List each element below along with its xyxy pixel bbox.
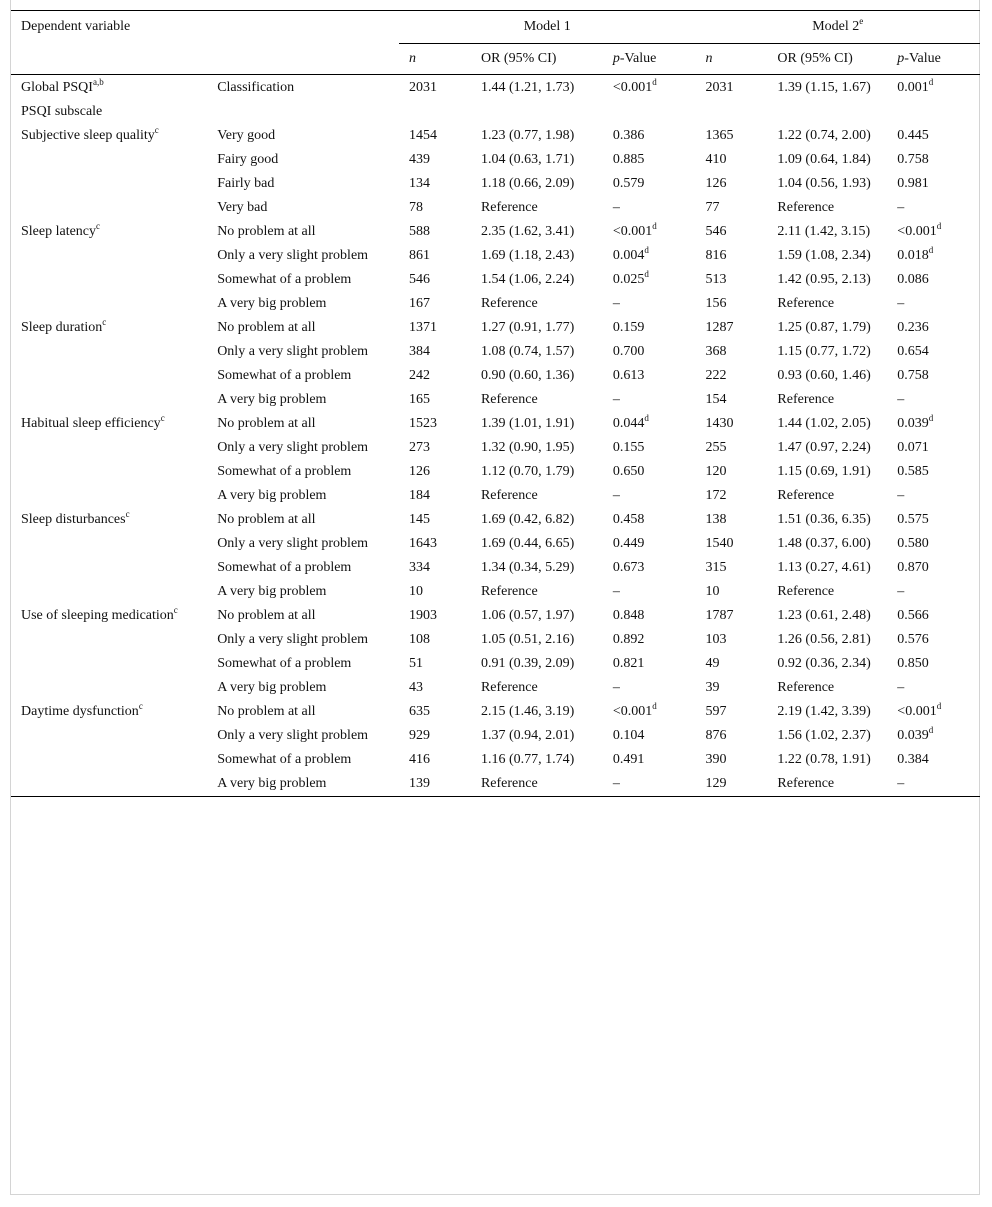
m1-n: 546	[409, 272, 431, 287]
m1-n: 588	[409, 224, 431, 239]
m1-p: 0.449	[612, 536, 645, 551]
m1-or: 1.05 (0.51, 2.16)	[480, 632, 575, 647]
m2-or: 1.22 (0.78, 1.91)	[777, 752, 871, 767]
row-category: Only a very slight problem	[217, 728, 369, 743]
m2-or: 1.47 (0.97, 2.24)	[777, 440, 871, 455]
row-label	[11, 268, 207, 292]
m2-p: <0.001$^d$	[897, 701, 942, 719]
header-m2-or: OR (95% CI)	[767, 44, 887, 75]
m2-p: 0.850	[897, 656, 929, 671]
header-dependent-variable: Dependent variable	[11, 11, 207, 44]
m1-or: 1.23 (0.77, 1.98)	[480, 128, 575, 143]
table-row	[11, 556, 980, 580]
table-row	[11, 196, 980, 220]
m1-or: 1.16 (0.77, 1.74)	[480, 752, 575, 767]
m2-or: Reference	[777, 488, 835, 503]
row-label	[11, 580, 207, 604]
m2-or: 2.19 (1.42, 3.39)	[777, 704, 871, 719]
m1-p: –	[612, 392, 620, 407]
row-label	[11, 388, 207, 412]
m1-or: Reference	[471, 772, 603, 797]
header-m2-n: n	[695, 44, 767, 75]
m2-or: 1.04 (0.56, 1.93)	[777, 176, 871, 191]
m1-n: 43	[409, 680, 424, 695]
table-row	[11, 388, 980, 412]
header-blank-3	[207, 44, 399, 75]
header-blank	[207, 11, 399, 44]
m2-or: 1.15 (0.77, 1.72)	[777, 344, 871, 359]
table-row	[11, 676, 980, 700]
m2-or: 1.23 (0.61, 2.48)	[777, 608, 871, 623]
row-label	[11, 724, 207, 748]
table-row	[11, 292, 980, 316]
table-row	[11, 148, 980, 172]
m1-or: 1.08 (0.74, 1.57)	[480, 344, 575, 359]
m2-p: 0.758	[897, 152, 929, 167]
table-row-global-psqi	[11, 75, 980, 101]
row-category: Only a very slight problem	[217, 536, 369, 551]
m2-or: 0.93 (0.60, 1.46)	[777, 368, 871, 383]
row-label	[11, 436, 207, 460]
m1-or: 1.39 (1.01, 1.91)	[480, 416, 575, 431]
m2-or: Reference	[767, 772, 887, 797]
row-category: Very bad	[217, 200, 268, 215]
table-row	[11, 172, 980, 196]
m2-p: –	[897, 296, 905, 311]
m1-n: 273	[409, 440, 431, 455]
m1-p: –	[612, 488, 620, 503]
m1-or: 0.90 (0.60, 1.36)	[480, 368, 575, 383]
header-blank-2	[11, 44, 207, 75]
m2-p: –	[897, 488, 905, 503]
row-category: Somewhat of a problem	[217, 560, 352, 575]
m2-n: 222	[705, 368, 727, 383]
table-row	[11, 340, 980, 364]
table-row	[11, 748, 980, 772]
m2-n: 876	[705, 728, 727, 743]
table-row	[11, 316, 980, 340]
table-row	[11, 700, 980, 724]
row-label	[11, 556, 207, 580]
row-category: No problem at all	[217, 416, 316, 431]
row-category: Fairy good	[217, 152, 279, 167]
row-category: No problem at all	[217, 512, 316, 527]
m2-n: 1540	[705, 536, 734, 551]
m2-or: 1.48 (0.37, 6.00)	[777, 536, 871, 551]
m1-n: 1643	[409, 536, 438, 551]
m1-or: Reference	[480, 296, 538, 311]
m2-p: 0.654	[897, 344, 929, 359]
m1-p: –	[612, 584, 620, 599]
m1-or: 2.15 (1.46, 3.19)	[480, 704, 575, 719]
m1-n: 51	[409, 656, 424, 671]
m1-p: 0.491	[612, 752, 645, 767]
m1-n: 635	[409, 704, 431, 719]
m2-p: –	[897, 392, 905, 407]
m2-n: 546	[705, 224, 727, 239]
m2-p: 0.566	[897, 608, 929, 623]
m2-n: 172	[705, 488, 727, 503]
row-category: No problem at all	[217, 320, 316, 335]
m1-n: 167	[409, 296, 431, 311]
m1-p: 0.004$^d$	[612, 245, 649, 263]
row-category: Only a very slight problem	[217, 248, 369, 263]
m2-p: 0.039$^d$	[897, 413, 934, 431]
table-row	[11, 268, 980, 292]
m2-p: 0.870	[897, 560, 929, 575]
m2-n: 103	[705, 632, 727, 647]
m1-n: 134	[409, 176, 431, 191]
row-category: Somewhat of a problem	[217, 464, 352, 479]
table-row	[11, 220, 980, 244]
row-label	[11, 340, 207, 364]
row-label	[11, 748, 207, 772]
m2-p: 0.236	[897, 320, 929, 335]
m1-or: 1.69 (1.18, 2.43)	[480, 248, 575, 263]
m2-p: 0.039$^d$	[897, 725, 934, 743]
m1-p: 0.700	[612, 344, 645, 359]
m1-n: 145	[409, 512, 431, 527]
row-category: A very big problem	[217, 488, 327, 503]
m2-n: 1787	[705, 608, 734, 623]
m2-n: 315	[705, 560, 727, 575]
m1-n: 10	[409, 584, 424, 599]
row-label	[11, 676, 207, 700]
row-label: Sleep duration$^c$	[21, 317, 107, 335]
m1-or: 1.34 (0.34, 5.29)	[480, 560, 575, 575]
m2-p: –	[897, 200, 905, 215]
m1-p: 0.892	[612, 632, 645, 647]
row-label: Daytime dysfunction$^c$	[21, 701, 143, 719]
m1-n: 416	[409, 752, 431, 767]
m2-or: 1.42 (0.95, 2.13)	[777, 272, 871, 287]
m1-p: 0.159	[612, 320, 645, 335]
m1-or: 1.06 (0.57, 1.97)	[480, 608, 575, 623]
table-row	[11, 724, 980, 748]
m1-p: 0.155	[612, 440, 645, 455]
results-table	[11, 10, 980, 797]
m1-p: <0.001$^d$	[612, 77, 657, 95]
row-category: Somewhat of a problem	[217, 368, 352, 383]
row-label	[11, 460, 207, 484]
m1-n: 78	[409, 200, 424, 215]
m1-n: 384	[409, 344, 431, 359]
header-model-1: Model 1	[399, 11, 695, 44]
m1-or: 1.18 (0.66, 2.09)	[480, 176, 575, 191]
row-label: Sleep latency$^c$	[21, 221, 101, 239]
m2-or: 0.92 (0.36, 2.34)	[777, 656, 871, 671]
m1-n: 2031	[409, 80, 438, 95]
m1-or: Reference	[480, 584, 538, 599]
m2-or: 1.51 (0.36, 6.35)	[777, 512, 871, 527]
m1-n: 1454	[409, 128, 438, 143]
m2-n: 597	[705, 704, 727, 719]
m2-n: 156	[705, 296, 727, 311]
header-model-2: Model 2e	[695, 11, 980, 44]
m1-p: 0.885	[612, 152, 645, 167]
m1-or: 1.32 (0.90, 1.95)	[480, 440, 575, 455]
row-category: A very big problem	[217, 584, 327, 599]
m1-p: 0.579	[612, 176, 645, 191]
m2-n: 513	[705, 272, 727, 287]
m1-p: 0.613	[612, 368, 645, 383]
m2-p: 0.384	[897, 752, 929, 767]
m1-p: –	[612, 200, 620, 215]
m2-or: 1.15 (0.69, 1.91)	[777, 464, 871, 479]
row-label	[11, 652, 207, 676]
row-category: Classification	[217, 80, 295, 95]
row-category: A very big problem	[207, 772, 399, 797]
row-category: A very big problem	[217, 296, 327, 311]
m2-or: Reference	[777, 584, 835, 599]
row-category: No problem at all	[217, 608, 316, 623]
table-row	[11, 436, 980, 460]
m2-p: –	[897, 584, 905, 599]
row-category: Somewhat of a problem	[217, 272, 352, 287]
m2-n: 1430	[705, 416, 734, 431]
m2-or: 1.56 (1.02, 2.37)	[777, 728, 871, 743]
m1-or: 0.91 (0.39, 2.09)	[480, 656, 575, 671]
row-label	[11, 772, 207, 797]
m2-n: 368	[705, 344, 727, 359]
m2-or: 1.26 (0.56, 2.81)	[777, 632, 871, 647]
m2-p: 0.585	[897, 464, 929, 479]
m1-n: 165	[409, 392, 431, 407]
m2-p: 0.445	[897, 128, 929, 143]
row-label: Sleep disturbances$^c$	[21, 509, 130, 527]
m2-or: 1.39 (1.15, 1.67)	[777, 80, 871, 95]
header-m2-p: p-Value	[887, 44, 980, 75]
row-label	[11, 244, 207, 268]
m2-n: 10	[705, 584, 720, 599]
table-row	[11, 124, 980, 148]
m1-p: 0.821	[612, 656, 645, 671]
m2-p: 0.086	[897, 272, 929, 287]
m1-or: 1.69 (0.44, 6.65)	[480, 536, 575, 551]
m1-n: 108	[409, 632, 431, 647]
m2-n: 39	[705, 680, 720, 695]
m1-p: –	[603, 772, 696, 797]
m1-n: 1371	[409, 320, 438, 335]
m1-or: 1.44 (1.21, 1.73)	[480, 80, 575, 95]
m1-or: 1.37 (0.94, 2.01)	[480, 728, 575, 743]
m2-p: <0.001$^d$	[897, 221, 942, 239]
m2-n: 120	[705, 464, 727, 479]
table-row	[11, 652, 980, 676]
m1-or: Reference	[480, 488, 538, 503]
m1-or: 1.69 (0.42, 6.82)	[480, 512, 575, 527]
m2-n: 154	[705, 392, 727, 407]
m2-p: 0.576	[897, 632, 929, 647]
m1-p: –	[612, 680, 620, 695]
m1-or: Reference	[480, 392, 538, 407]
m2-n: 816	[705, 248, 727, 263]
m1-n: 242	[409, 368, 431, 383]
m2-or: Reference	[777, 680, 835, 695]
table-row	[11, 772, 980, 797]
m2-n: 77	[705, 200, 720, 215]
m1-n: 861	[409, 248, 431, 263]
m1-or: Reference	[480, 680, 538, 695]
table-row	[11, 604, 980, 628]
header-m1-or: OR (95% CI)	[471, 44, 603, 75]
table-row	[11, 508, 980, 532]
row-category: No problem at all	[217, 704, 316, 719]
table-row-subscale-heading	[11, 100, 980, 124]
row-label	[11, 484, 207, 508]
m1-or: Reference	[480, 200, 538, 215]
m1-or: 1.12 (0.70, 1.79)	[480, 464, 575, 479]
m2-n: 255	[705, 440, 727, 455]
row-category: Only a very slight problem	[217, 344, 369, 359]
m1-or: 2.35 (1.62, 3.41)	[480, 224, 575, 239]
table-row	[11, 628, 980, 652]
m2-or: 2.11 (1.42, 3.15)	[777, 224, 871, 239]
m2-or: 1.09 (0.64, 1.84)	[777, 152, 871, 167]
m2-n: 390	[705, 752, 727, 767]
m2-p: –	[897, 680, 905, 695]
m2-or: 1.25 (0.87, 1.79)	[777, 320, 871, 335]
m2-p: 0.981	[897, 176, 929, 191]
m2-p: 0.575	[897, 512, 929, 527]
m2-or: Reference	[777, 392, 835, 407]
row-category: Fairly bad	[217, 176, 275, 191]
subscale-heading: PSQI subscale	[21, 104, 103, 119]
m2-n: 129	[695, 772, 767, 797]
row-label: Subjective sleep quality$^c$	[21, 125, 159, 143]
table-row	[11, 580, 980, 604]
m2-p: 0.758	[897, 368, 929, 383]
row-category: A very big problem	[217, 392, 327, 407]
m1-n: 1523	[409, 416, 438, 431]
m2-p: 0.001$^d$	[897, 77, 934, 95]
m1-p: 0.104	[612, 728, 645, 743]
table-row	[11, 364, 980, 388]
row-label	[11, 292, 207, 316]
m1-or: 1.27 (0.91, 1.77)	[480, 320, 575, 335]
m1-n: 929	[409, 728, 431, 743]
m2-p: 0.580	[897, 536, 929, 551]
m2-p: 0.018$^d$	[897, 245, 934, 263]
m2-or: 1.44 (1.02, 2.05)	[777, 416, 871, 431]
m1-n: 126	[409, 464, 431, 479]
m2-or: Reference	[777, 296, 835, 311]
m1-n: 334	[409, 560, 431, 575]
m1-p: 0.650	[612, 464, 645, 479]
table-row	[11, 244, 980, 268]
row-category: A very big problem	[217, 680, 327, 695]
m2-or: Reference	[777, 200, 835, 215]
m1-p: 0.044$^d$	[612, 413, 649, 431]
m1-p: 0.848	[612, 608, 645, 623]
header-m1-n: n	[399, 44, 471, 75]
row-category: Very good	[217, 128, 276, 143]
row-category: Only a very slight problem	[217, 440, 369, 455]
m1-n: 139	[399, 772, 471, 797]
header-m1-p: p-Value	[603, 44, 696, 75]
row-label	[11, 148, 207, 172]
row-label: Habitual sleep efficiency$^c$	[21, 413, 165, 431]
m1-p: 0.673	[612, 560, 645, 575]
row-category: Somewhat of a problem	[217, 752, 352, 767]
row-category: Only a very slight problem	[217, 632, 369, 647]
row-category: Somewhat of a problem	[217, 656, 352, 671]
m2-n: 138	[705, 512, 727, 527]
m1-n: 1903	[409, 608, 438, 623]
table-row	[11, 484, 980, 508]
row-category: No problem at all	[217, 224, 316, 239]
m2-n: 49	[705, 656, 720, 671]
row-label	[11, 628, 207, 652]
m1-p: 0.458	[612, 512, 645, 527]
m1-or: 1.54 (1.06, 2.24)	[480, 272, 575, 287]
m1-n: 184	[409, 488, 431, 503]
table-row	[11, 532, 980, 556]
m2-n: 410	[705, 152, 727, 167]
m1-or: 1.04 (0.63, 1.71)	[480, 152, 575, 167]
row-label	[11, 172, 207, 196]
m2-or: 1.59 (1.08, 2.34)	[777, 248, 871, 263]
m2-n: 2031	[705, 80, 734, 95]
table-row	[11, 460, 980, 484]
m2-or: 1.22 (0.74, 2.00)	[777, 128, 871, 143]
m1-p: <0.001$^d$	[612, 221, 657, 239]
m1-n: 439	[409, 152, 431, 167]
m1-p: 0.025$^d$	[612, 269, 649, 287]
row-label	[11, 532, 207, 556]
m1-p: 0.386	[612, 128, 645, 143]
row-label	[11, 364, 207, 388]
m2-p: –	[887, 772, 980, 797]
m1-p: <0.001$^d$	[612, 701, 657, 719]
table-row	[11, 412, 980, 436]
row-label	[11, 196, 207, 220]
m2-n: 126	[705, 176, 727, 191]
m2-p: 0.071	[897, 440, 929, 455]
row-label: Global PSQI$^{a,b}$	[21, 77, 104, 95]
m2-or: 1.13 (0.27, 4.61)	[777, 560, 871, 575]
m1-p: –	[612, 296, 620, 311]
m2-n: 1365	[705, 128, 734, 143]
m2-n: 1287	[705, 320, 734, 335]
row-label: Use of sleeping medication$^c$	[21, 605, 178, 623]
